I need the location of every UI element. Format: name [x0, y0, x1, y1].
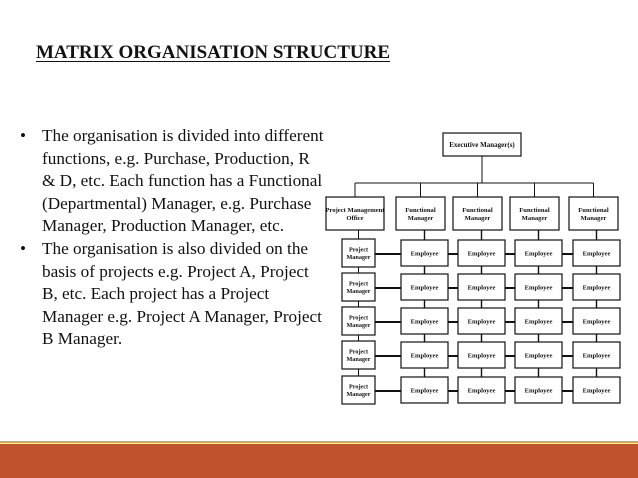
employee-box-label: Employee: [467, 284, 496, 292]
bullet-item: [12, 238, 327, 351]
project-manager-box-label: Project: [348, 246, 369, 254]
project-manager-box-label: Manager: [346, 322, 371, 330]
page-title: MATRIX ORGANISATION STRUCTURE: [36, 42, 391, 63]
employee-box-label: Employee: [410, 387, 439, 395]
bullet-text: The organisation is also divided on the basis of projects e.g. Project A, Project B, etc. Each project has a Project Manager e.g. Project A Manager, Project B Manager.: [42, 238, 322, 349]
employee-box-label: Employee: [582, 318, 611, 326]
employee-box-label: Employee: [524, 352, 553, 360]
matrix-org-chart: [316, 120, 636, 410]
employee-box-label: Employee: [524, 318, 553, 326]
functional-manager-box-label: Functional: [519, 206, 550, 214]
bullet-icon: •: [20, 238, 27, 258]
org-chart-svg: [316, 120, 636, 410]
employee-box-label: Employee: [524, 284, 553, 292]
employee-box-label: Employee: [582, 352, 611, 360]
functional-manager-box-label: Functional: [405, 206, 436, 214]
employee-box-label: Employee: [467, 387, 496, 395]
project-manager-box-label: Manager: [346, 391, 371, 399]
employee-box-label: Employee: [410, 352, 439, 360]
bullet-list: [12, 125, 327, 351]
functional-manager-box-label: Manager: [580, 214, 607, 222]
employee-box-label: Employee: [524, 250, 553, 258]
functional-manager-box-label: Manager: [407, 214, 434, 222]
footer-bar: [0, 444, 638, 478]
project-manager-box-label: Manager: [346, 254, 371, 262]
functional-manager-box-label: Functional: [462, 206, 493, 214]
bullet-item: [12, 125, 327, 238]
employee-box-label: Employee: [410, 284, 439, 292]
pmo-box-label: Office: [346, 214, 364, 222]
project-manager-box-label: Project: [348, 383, 369, 391]
employee-box-label: Employee: [467, 250, 496, 258]
pmo-box-label: Project Management: [325, 206, 385, 214]
executive-box-label: Executive Manager(s): [449, 140, 515, 149]
employee-box-label: Employee: [467, 318, 496, 326]
functional-manager-box-label: Manager: [521, 214, 548, 222]
functional-manager-box-label: Functional: [578, 206, 609, 214]
employee-box-label: Employee: [582, 387, 611, 395]
project-manager-box-label: Manager: [346, 288, 371, 296]
employee-box-label: Employee: [410, 318, 439, 326]
employee-box-label: Employee: [582, 284, 611, 292]
employee-box-label: Employee: [582, 250, 611, 258]
project-manager-box-label: Project: [348, 314, 369, 322]
bullet-text: The organisation is divided into different functions, e.g. Purchase, Production, R & D, etc. Each function has a Functional (Departmental) Manager, e.g. Purchase Manager, Production Manager, etc.: [42, 126, 324, 236]
project-manager-box-label: Manager: [346, 356, 371, 364]
employee-box-label: Employee: [524, 387, 553, 395]
bullet-icon: •: [20, 126, 27, 145]
functional-manager-box-label: Manager: [464, 214, 491, 222]
project-manager-box-label: Project: [348, 280, 369, 288]
footer-accent-line: [0, 441, 638, 443]
employee-box-label: Employee: [410, 250, 439, 258]
employee-box-label: Employee: [467, 352, 496, 360]
project-manager-box-label: Project: [348, 348, 369, 356]
